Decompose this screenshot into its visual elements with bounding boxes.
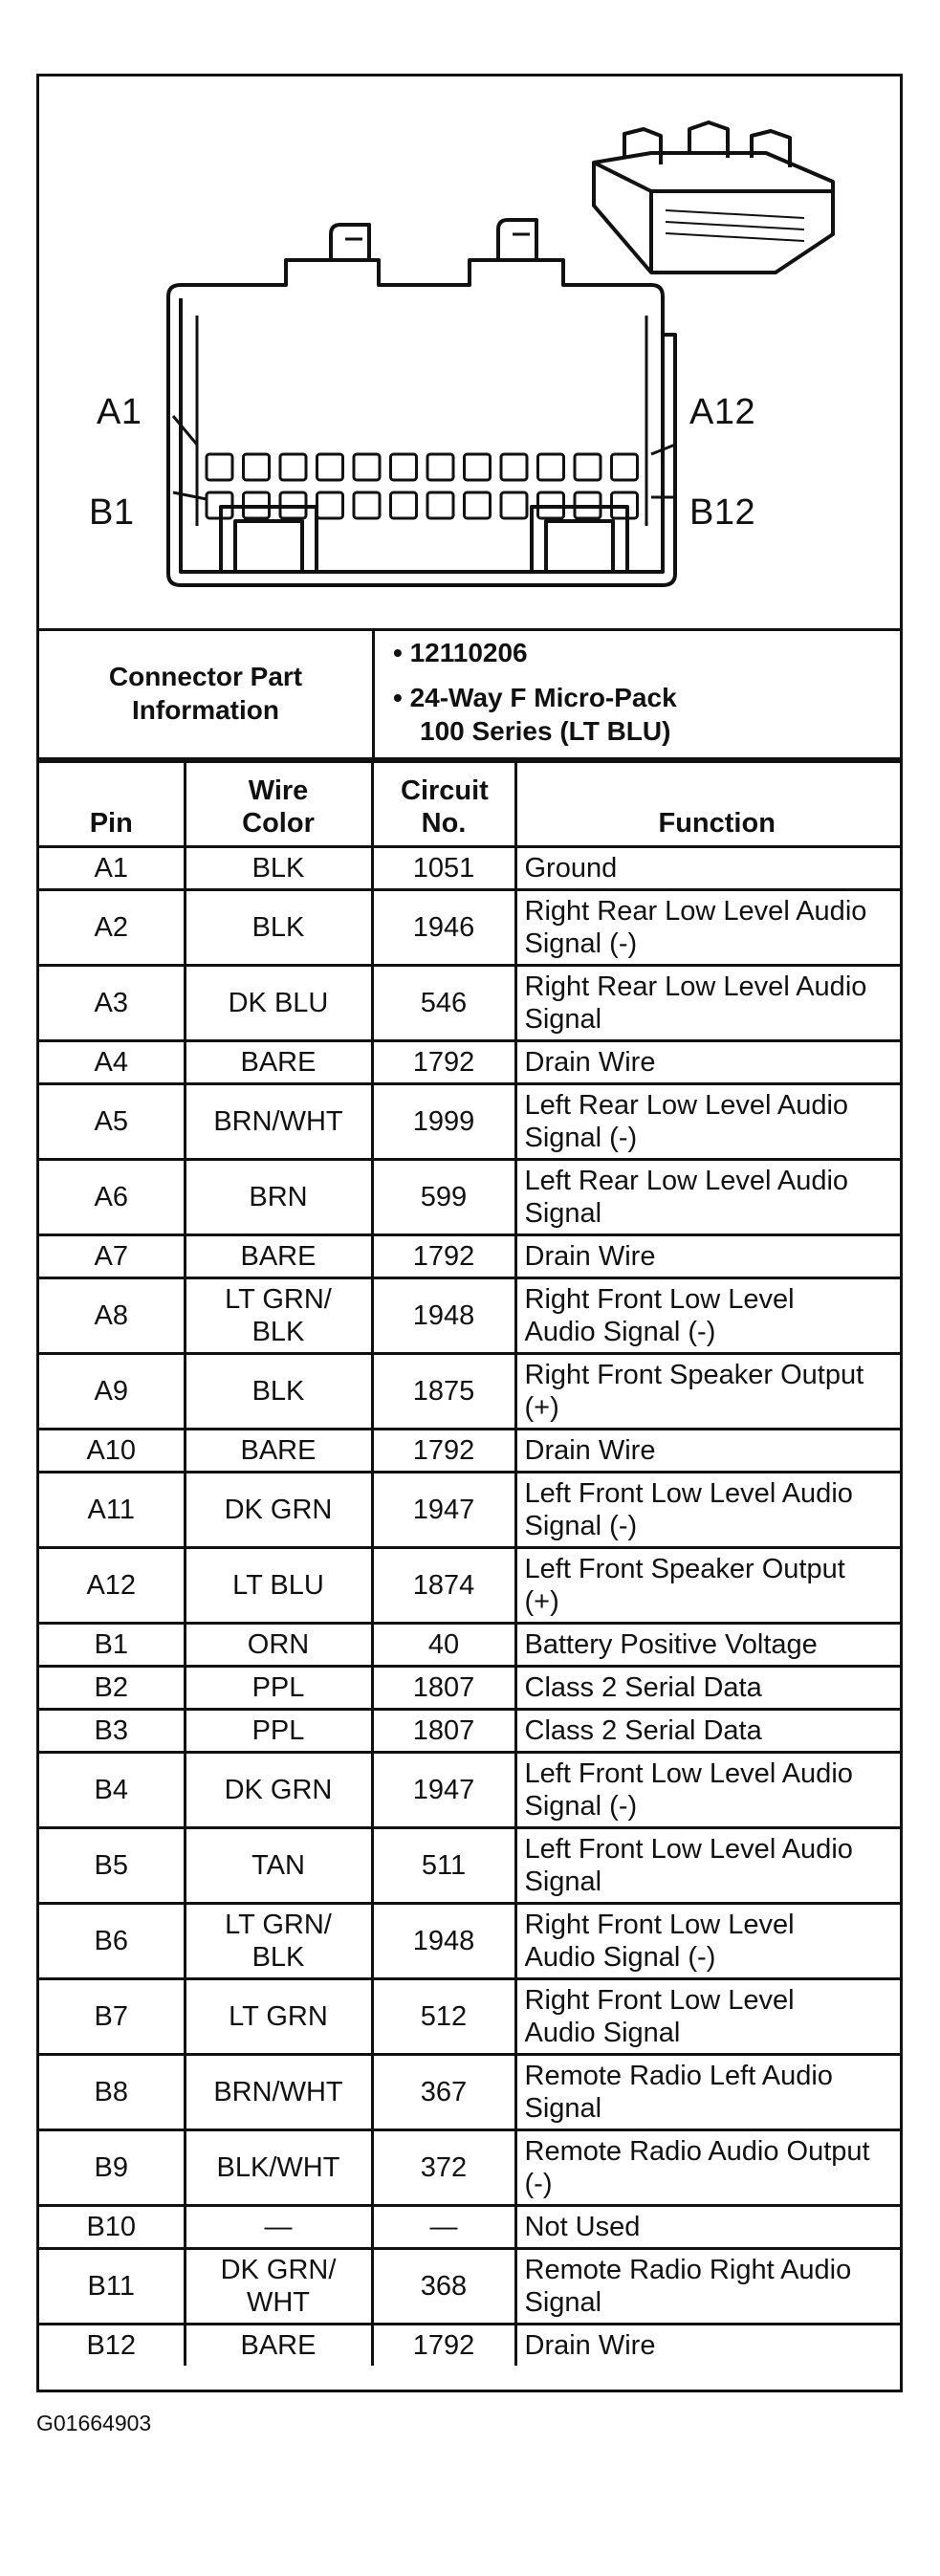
cell-function: Not Used — [515, 2206, 900, 2249]
pin-label-a12: A12 — [689, 392, 756, 432]
cell-pin: A4 — [39, 1041, 185, 1084]
cell-function: Ground — [515, 847, 900, 890]
pin-cavity — [501, 454, 527, 480]
cell-function: Battery Positive Voltage — [515, 1624, 900, 1667]
pin-label-b1: B1 — [89, 492, 135, 533]
table-row — [39, 847, 900, 890]
cell-pin: A5 — [39, 1084, 185, 1160]
table-row — [39, 1235, 900, 1278]
cell-pin: B7 — [39, 1979, 185, 2055]
cell-function: Left Front Speaker Output (+) — [515, 1548, 900, 1624]
table-row — [39, 1710, 900, 1753]
pin-cavity — [538, 454, 564, 480]
cell-pin: A10 — [39, 1430, 185, 1473]
connector-sheet — [36, 74, 903, 2392]
cell-function: Left Front Low Level Audio Signal (-) — [515, 1473, 900, 1548]
cell-function: Right Front Low Level Audio Signal — [515, 1979, 900, 2055]
table-row — [39, 1473, 900, 1548]
info-label-line1: Connector Part — [108, 661, 303, 691]
cell-pin: B10 — [39, 2206, 185, 2249]
table-row — [39, 2325, 900, 2367]
pin-cavity — [575, 454, 601, 480]
cell-pin: A3 — [39, 966, 185, 1041]
cell-pin: A9 — [39, 1354, 185, 1430]
cell-wire-color: LT GRN — [185, 1979, 372, 2055]
cell-pin: A2 — [39, 890, 185, 966]
header-circuit-no — [372, 762, 515, 847]
pin-cavity — [612, 454, 638, 480]
cell-circuit: 1874 — [372, 1548, 515, 1624]
table-row — [39, 1278, 900, 1354]
cell-circuit: 1875 — [372, 1354, 515, 1430]
cell-pin: B8 — [39, 2055, 185, 2130]
cell-pin: B4 — [39, 1753, 185, 1828]
cell-wire-color: LT BLU — [185, 1548, 372, 1624]
table-row — [39, 1548, 900, 1624]
cell-circuit: 368 — [372, 2249, 515, 2325]
cell-wire-color: TAN — [185, 1828, 372, 1904]
table-row — [39, 1084, 900, 1160]
pin-cavity — [207, 454, 232, 480]
cell-pin: A8 — [39, 1278, 185, 1354]
cell-function: Left Rear Low Level Audio Signal (-) — [515, 1084, 900, 1160]
table-row — [39, 1430, 900, 1473]
cell-circuit: 367 — [372, 2055, 515, 2130]
cell-circuit: 1947 — [372, 1753, 515, 1828]
table-row — [39, 2249, 900, 2325]
cell-circuit: 511 — [372, 1828, 515, 1904]
cell-function: Remote Radio Left Audio Signal — [515, 2055, 900, 2130]
pin-label-b12: B12 — [689, 492, 756, 533]
pin-cavity — [354, 454, 380, 480]
cell-circuit: 1807 — [372, 1667, 515, 1710]
pin-cavity — [244, 454, 270, 480]
connector-drawing — [39, 76, 900, 628]
table-row — [39, 2130, 900, 2206]
cell-function: Left Rear Low Level Audio Signal — [515, 1160, 900, 1235]
connector-part-information — [39, 628, 900, 760]
cell-wire-color: BLK — [185, 890, 372, 966]
cell-pin: B3 — [39, 1710, 185, 1753]
header-wire-color-text: Wire Color — [242, 775, 315, 839]
table-row — [39, 1354, 900, 1430]
header-pin: Pin — [39, 762, 185, 847]
cell-wire-color: DK GRN — [185, 1753, 372, 1828]
cell-wire-color: PPL — [185, 1667, 372, 1710]
cell-function: Right Front Low Level Audio Signal (-) — [515, 1904, 900, 1979]
cell-pin: B2 — [39, 1667, 185, 1710]
cell-circuit: 1792 — [372, 2325, 515, 2367]
cell-wire-color: ORN — [185, 1624, 372, 1667]
cell-function: Remote Radio Audio Output (-) — [515, 2130, 900, 2206]
pin-cavity — [501, 492, 527, 518]
cell-pin: A1 — [39, 847, 185, 890]
cell-circuit: 1051 — [372, 847, 515, 890]
cell-wire-color: BLK — [185, 1354, 372, 1430]
cell-circuit: 1792 — [372, 1430, 515, 1473]
cell-function: Right Rear Low Level Audio Signal — [515, 966, 900, 1041]
pin-cavity — [280, 454, 306, 480]
cell-pin: A12 — [39, 1548, 185, 1624]
figure-code: G01664903 — [36, 2411, 152, 2435]
table-row — [39, 1979, 900, 2055]
cell-wire-color: BLK/WHT — [185, 2130, 372, 2206]
part-number: • 12110206 — [393, 638, 528, 667]
cell-circuit: — — [372, 2206, 515, 2249]
cell-function: Drain Wire — [515, 2325, 900, 2367]
cell-function: Class 2 Serial Data — [515, 1710, 900, 1753]
pin-cavity — [465, 492, 491, 518]
cell-function: Class 2 Serial Data — [515, 1667, 900, 1710]
table-row — [39, 2206, 900, 2249]
pin-cavity — [354, 492, 380, 518]
cell-circuit: 1948 — [372, 1278, 515, 1354]
table-row — [39, 1041, 900, 1084]
cell-function: Left Front Low Level Audio Signal (-) — [515, 1753, 900, 1828]
cell-pin: B9 — [39, 2130, 185, 2206]
table-row — [39, 1828, 900, 1904]
cell-function: Remote Radio Right Audio Signal — [515, 2249, 900, 2325]
pin-cavity — [317, 454, 343, 480]
cell-function: Right Rear Low Level Audio Signal (-) — [515, 890, 900, 966]
header-circuit-text: Circuit No. — [401, 775, 489, 839]
cell-wire-color: BARE — [185, 1041, 372, 1084]
cell-wire-color: BLK — [185, 847, 372, 890]
cell-wire-color: DK GRN — [185, 1473, 372, 1548]
cell-wire-color: BRN/WHT — [185, 2055, 372, 2130]
cell-function: Right Front Low Level Audio Signal (-) — [515, 1278, 900, 1354]
cell-function: Drain Wire — [515, 1041, 900, 1084]
cell-function: Left Front Low Level Audio Signal — [515, 1828, 900, 1904]
cell-wire-color: LT GRN/ BLK — [185, 1904, 372, 1979]
header-function: Function — [515, 762, 900, 847]
table-row — [39, 2055, 900, 2130]
cell-wire-color: BARE — [185, 1430, 372, 1473]
cell-wire-color: BRN/WHT — [185, 1084, 372, 1160]
cell-circuit: 1999 — [372, 1084, 515, 1160]
connector-diagram — [39, 76, 900, 631]
pinout-table — [39, 760, 900, 2366]
cell-function: Drain Wire — [515, 1430, 900, 1473]
header-wire-color — [185, 762, 372, 847]
table-row — [39, 890, 900, 966]
cell-wire-color: LT GRN/ BLK — [185, 1278, 372, 1354]
cell-function: Right Front Speaker Output (+) — [515, 1354, 900, 1430]
cell-wire-color: BARE — [185, 2325, 372, 2367]
part-description-line2: 100 Series (LT BLU) — [420, 716, 671, 746]
pin-cavity — [391, 454, 417, 480]
cell-wire-color: BRN — [185, 1160, 372, 1235]
cell-pin: B12 — [39, 2325, 185, 2367]
info-label-line2: Information — [132, 694, 279, 725]
cell-circuit: 1947 — [372, 1473, 515, 1548]
cell-pin: A11 — [39, 1473, 185, 1548]
cell-circuit: 372 — [372, 2130, 515, 2206]
cell-wire-color: PPL — [185, 1710, 372, 1753]
cell-wire-color: DK BLU — [185, 966, 372, 1041]
table-row — [39, 1624, 900, 1667]
cell-circuit: 546 — [372, 966, 515, 1041]
cell-pin: B6 — [39, 1904, 185, 1979]
cell-pin: B5 — [39, 1828, 185, 1904]
cell-pin: B11 — [39, 2249, 185, 2325]
cell-pin: A7 — [39, 1235, 185, 1278]
cell-circuit: 512 — [372, 1979, 515, 2055]
cell-circuit: 40 — [372, 1624, 515, 1667]
cell-circuit: 1948 — [372, 1904, 515, 1979]
cell-wire-color: — — [185, 2206, 372, 2249]
table-row — [39, 1667, 900, 1710]
cell-function: Drain Wire — [515, 1235, 900, 1278]
pin-label-a1: A1 — [97, 392, 142, 432]
cell-circuit: 599 — [372, 1160, 515, 1235]
pin-cavity — [391, 492, 417, 518]
cell-pin: B1 — [39, 1624, 185, 1667]
connector-info-values — [393, 636, 677, 748]
pin-cavity — [427, 454, 453, 480]
cell-wire-color: DK GRN/ WHT — [185, 2249, 372, 2325]
cell-pin: A6 — [39, 1160, 185, 1235]
table-row — [39, 1160, 900, 1235]
cell-wire-color: BARE — [185, 1235, 372, 1278]
connector-info-label — [39, 628, 375, 757]
cell-circuit: 1807 — [372, 1710, 515, 1753]
cell-circuit: 1792 — [372, 1235, 515, 1278]
table-row — [39, 1904, 900, 1979]
table-row — [39, 1753, 900, 1828]
cell-circuit: 1946 — [372, 890, 515, 966]
part-description-line1: • 24-Way F Micro-Pack — [393, 683, 677, 712]
pin-cavity — [465, 454, 491, 480]
cell-circuit: 1792 — [372, 1041, 515, 1084]
pin-cavity — [427, 492, 453, 518]
table-row — [39, 966, 900, 1041]
pin-cavity — [317, 492, 343, 518]
